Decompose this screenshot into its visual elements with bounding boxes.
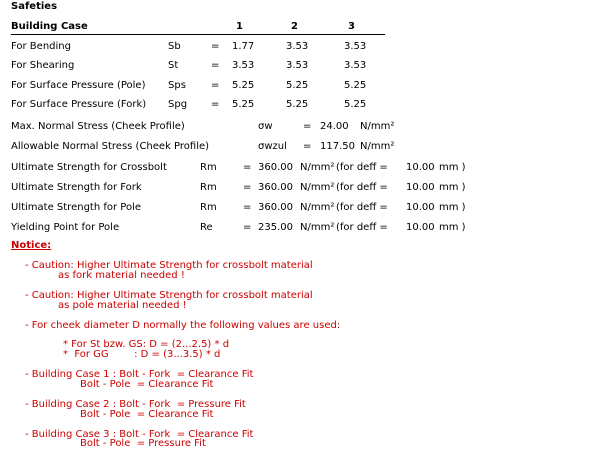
- row-equals: =: [211, 80, 220, 91]
- notice-text: - Building Case 1 : Bolt - Fork = Clearance Fit: [25, 369, 254, 380]
- row-label: For Surface Pressure (Fork): [11, 99, 147, 110]
- stress-unit: N/mm²: [360, 141, 395, 152]
- notice-text: - Building Case 3 : Bolt - Fork = Clearance Fit: [25, 429, 254, 440]
- header-label: Building Case: [11, 21, 88, 32]
- row-symbol: Spg: [168, 99, 188, 110]
- notice-heading: Notice:: [11, 240, 52, 251]
- strength-label: Yielding Point for Pole: [11, 222, 120, 233]
- caution-text: - Caution: Higher Ultimate Strength for crossbolt material: [25, 260, 313, 271]
- deff-value: 10.00: [406, 182, 435, 193]
- notice-text: Bolt - Pole = Clearance Fit: [80, 379, 214, 390]
- stress-unit: N/mm²: [360, 121, 395, 132]
- row-value-1: 3.53: [232, 60, 255, 71]
- row-equals: =: [211, 60, 220, 71]
- header-divider: [11, 34, 385, 35]
- stress-equals: =: [303, 121, 312, 132]
- row-label: For Shearing: [11, 60, 75, 71]
- strength-value: 360.00: [258, 162, 293, 173]
- deff-value: 10.00: [406, 202, 435, 213]
- strength-equals: =: [243, 202, 252, 213]
- stress-label: Allowable Normal Stress (Cheek Profile): [11, 141, 210, 152]
- caution-text: as fork material needed !: [58, 270, 185, 281]
- deff-value: 10.00: [406, 222, 435, 233]
- deff-value: 10.00: [406, 162, 435, 173]
- header-col-2: 2: [291, 21, 298, 32]
- row-value-3: 3.53: [344, 41, 367, 52]
- notice-text: - Building Case 2 : Bolt - Fork = Pressure Fit: [25, 399, 246, 410]
- deff-label: (for deff =: [336, 202, 388, 213]
- stress-equals: =: [303, 141, 312, 152]
- deff-label: (for deff =: [336, 222, 388, 233]
- strength-label: Ultimate Strength for Crossbolt: [11, 162, 167, 173]
- row-symbol: Sb: [168, 41, 181, 52]
- row-equals: =: [211, 41, 220, 52]
- stress-symbol: σw: [258, 121, 273, 132]
- row-value-3: 5.25: [344, 99, 367, 110]
- row-symbol: Sps: [168, 80, 186, 91]
- row-value-3: 3.53: [344, 60, 367, 71]
- stress-symbol: σwzul: [258, 141, 287, 152]
- strength-symbol: Rm: [200, 182, 217, 193]
- row-value-2: 3.53: [286, 60, 309, 71]
- row-value-1: 1.77: [232, 41, 255, 52]
- strength-equals: =: [243, 222, 252, 233]
- row-label: For Surface Pressure (Pole): [11, 80, 146, 91]
- notice-text: * For GG : D = (3...3.5) * d: [63, 349, 221, 360]
- strength-symbol: Rm: [200, 162, 217, 173]
- strength-unit: N/mm²: [300, 202, 335, 213]
- strength-equals: =: [243, 182, 252, 193]
- strength-unit: N/mm²: [300, 182, 335, 193]
- row-value-2: 5.25: [286, 99, 309, 110]
- stress-label: Max. Normal Stress (Cheek Profile): [11, 121, 185, 132]
- row-label: For Bending: [11, 41, 71, 52]
- row-symbol: St: [168, 60, 179, 71]
- section-title: Safeties: [11, 1, 58, 12]
- strength-value: 360.00: [258, 182, 293, 193]
- strength-unit: N/mm²: [300, 162, 335, 173]
- strength-label: Ultimate Strength for Fork: [11, 182, 142, 193]
- row-value-3: 5.25: [344, 80, 367, 91]
- strength-value: 235.00: [258, 222, 293, 233]
- notice-text: * For St bzw. GS: D = (2...2.5) * d: [63, 339, 230, 350]
- stress-value: 117.50: [320, 141, 355, 152]
- row-value-1: 5.25: [232, 99, 255, 110]
- strength-equals: =: [243, 162, 252, 173]
- deff-unit: mm ): [439, 222, 466, 233]
- deff-label: (for deff =: [336, 162, 388, 173]
- row-value-2: 5.25: [286, 80, 309, 91]
- notice-text: Bolt - Pole = Pressure Fit: [80, 438, 206, 449]
- header-col-1: 1: [236, 21, 243, 32]
- strength-label: Ultimate Strength for Pole: [11, 202, 142, 213]
- deff-label: (for deff =: [336, 182, 388, 193]
- deff-unit: mm ): [439, 182, 466, 193]
- strength-symbol: Re: [200, 222, 213, 233]
- deff-unit: mm ): [439, 162, 466, 173]
- notice-text: - For cheek diameter D normally the following values are used:: [25, 320, 341, 331]
- strength-symbol: Rm: [200, 202, 217, 213]
- row-equals: =: [211, 99, 220, 110]
- caution-text: - Caution: Higher Ultimate Strength for crossbolt material: [25, 290, 313, 301]
- row-value-1: 5.25: [232, 80, 255, 91]
- header-col-3: 3: [348, 21, 355, 32]
- stress-value: 24.00: [320, 121, 349, 132]
- strength-unit: N/mm²: [300, 222, 335, 233]
- strength-value: 360.00: [258, 202, 293, 213]
- notice-text: Bolt - Pole = Clearance Fit: [80, 409, 214, 420]
- deff-unit: mm ): [439, 202, 466, 213]
- caution-text: as pole material needed !: [58, 300, 187, 311]
- row-value-2: 3.53: [286, 41, 309, 52]
